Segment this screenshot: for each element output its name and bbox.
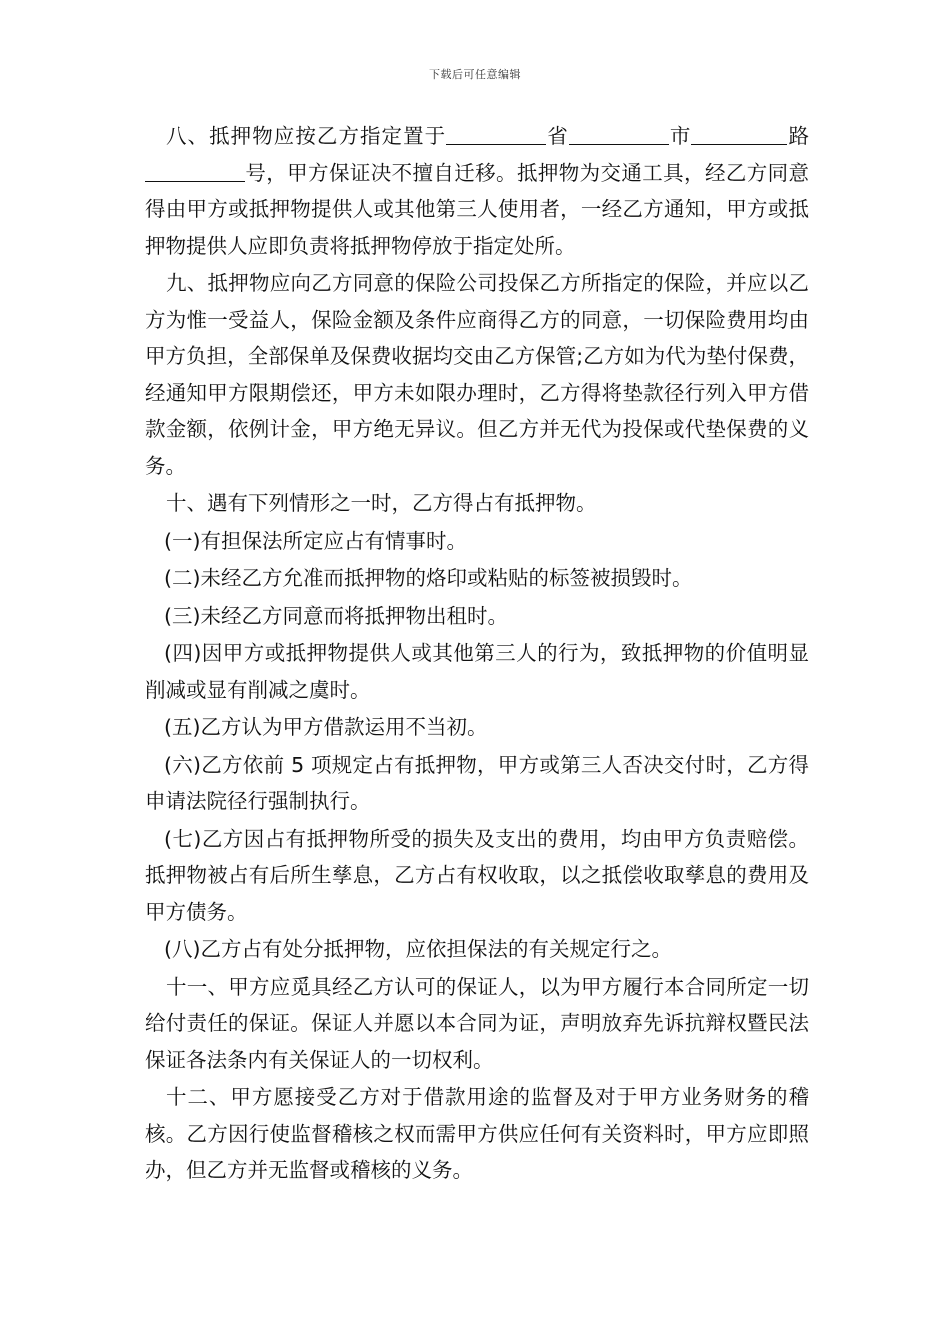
clause-9: 九、抵押物应向乙方同意的保险公司投保乙方所指定的保险，并应以乙方为惟一受益人，保险金额及条件应商得乙方的同意，一切保险费用均由甲方负担，全部保单及保费收据均交由乙方保管;乙方如为代为垫付保费，经通知甲方限期偿还，甲方未如限办理时，乙方得将垫款径行列入甲方借款金额，依例计金，甲方绝无异议。但乙方并无代为投保或代垫保费的义务。: [145, 271, 809, 478]
document-body: [145, 118, 809, 1190]
clause-10-item-6: (六)乙方依前 5 项规定占有抵押物，甲方或第三人否决交付时，乙方得申请法院径行强制执行。: [145, 752, 809, 813]
clause-10-item-5: (五)乙方认为甲方借款运用不当初。: [164, 715, 488, 739]
clause-8-text-2: 省: [546, 124, 569, 148]
clause-8: [145, 118, 809, 264]
clause-10: 十、遇有下列情形之一时，乙方得占有抵押物。: [166, 491, 597, 515]
clause-11: 十一、甲方应觅具经乙方认可的保证人，以为甲方履行本合同所定一切给付责任的保证。保证人并愿以本合同为证，声明放弃先诉抗辩权暨民法保证各法条内有关保证人的一切权利。: [145, 974, 809, 1072]
clause-8-text-5: 号，甲方保证决不擅自迁移。抵押物为交通工具，经乙方同意得由甲方或抵押物提供人或其他第三人使用者，一经乙方通知，甲方或抵押物提供人应即负责将抵押物停放于指定处所。: [145, 160, 809, 258]
clause-8-text-4: 路: [787, 124, 810, 148]
clause-10-item-7: (七)乙方因占有抵押物所受的损失及支出的费用，均由甲方负责赔偿。抵押物被占有后所生孳息，乙方占有权收取，以之抵偿收取孳息的费用及甲方债务。: [145, 826, 809, 924]
province-blank[interactable]: [446, 122, 546, 145]
clause-8-text-3: 市: [668, 124, 692, 148]
district-blank[interactable]: [691, 122, 787, 145]
clause-8-text-1: 八、抵押物应按乙方指定置于: [166, 124, 447, 148]
clause-10-item-8: (八)乙方占有处分抵押物，应依担保法的有关规定行之。: [164, 937, 672, 961]
page-header: 下载后可任意编辑: [429, 68, 521, 81]
clause-10-item-1: (一)有担保法所定应占有情事时。: [164, 528, 467, 553]
clause-12: 十二、甲方愿接受乙方对于借款用途的监督及对于甲方业务财务的稽核。乙方因行使监督稽核之权而需甲方供应任何有关资料时，甲方应即照办，但乙方并无监督或稽核的义务。: [145, 1085, 809, 1182]
clause-10-item-4: (四)因甲方或抵押物提供人或其他第三人的行为，致抵押物的价值明显削减或显有削减之虞时。: [145, 641, 809, 702]
road-blank[interactable]: [145, 159, 245, 182]
city-blank[interactable]: [569, 122, 669, 145]
clause-10-item-3: (三)未经乙方同意而将抵押物出租时。: [164, 603, 508, 628]
clause-10-item-2: (二)未经乙方允准而抵押物的烙印或粘贴的标签被损毁时。: [164, 566, 693, 590]
